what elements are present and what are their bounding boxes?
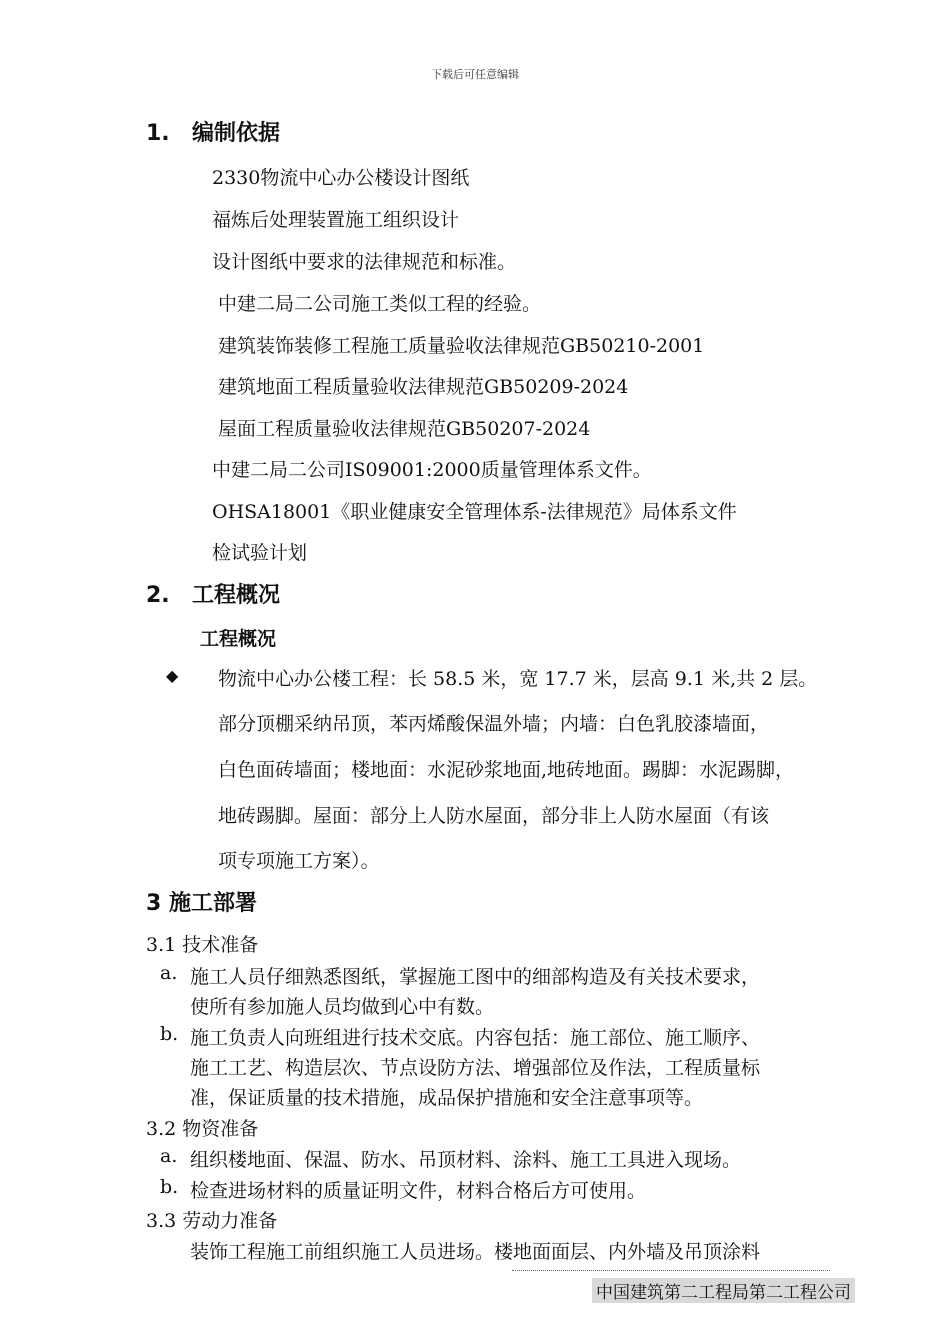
overview-line: 部分顶棚采纳吊顶，苯丙烯酸保温外墙；内墙：白色乳胶漆墙面， [218,713,770,735]
page-header: 下载后可任意编辑 [431,68,519,81]
section-2-subtitle: 工程概况 [200,628,277,650]
list-line: 使所有参加施人员均做到心中有数。 [190,996,495,1018]
diamond-bullet-icon: ◆ [166,666,179,685]
section-1-title: 编制依据 [192,121,281,146]
overview-line: 项专项施工方案）。 [218,850,380,872]
footer-divider [512,1270,830,1271]
basis-item: 屋面工程质量验收法律规范GB50207-2024 [218,418,591,440]
section-1-heading [146,116,280,147]
section-2-heading [146,578,280,609]
overview-line: 地砖踢脚。屋面：部分上人防水屋面，部分非上人防水屋面（有该 [218,805,770,827]
basis-item: 2330物流中心办公楼设计图纸 [212,167,470,189]
section-2-number: 2. [146,583,170,608]
section-1-number: 1. [146,121,170,146]
basis-item: OHSA18001《职业健康安全管理体系-法律规范》局体系文件 [212,501,737,523]
basis-item: 建筑地面工程质量验收法律规范GB50209-2024 [218,376,629,398]
basis-item: 中建二局二公司IS09001:2000质量管理体系文件。 [212,459,652,481]
list-marker: b. [160,1023,179,1045]
list-marker: a. [160,1145,178,1167]
basis-item: 建筑装饰装修工程施工质量验收法律规范GB50210-2001 [218,335,705,357]
list-line: 施工人员仔细熟悉图纸，掌握施工图中的细部构造及有关技术要求， [190,966,761,988]
basis-item: 设计图纸中要求的法律规范和标准。 [212,251,517,273]
subsection-3-1-heading: 3.1 技术准备 [146,934,259,956]
section-3-heading: 3 施工部署 [146,891,257,916]
overview-line: 白色面砖墙面；楼地面：水泥砂浆地面,地砖地面。踢脚：水泥踢脚， [218,759,795,781]
list-marker: b. [160,1176,179,1198]
list-line: 施工工艺、构造层次、节点设防方法、增强部位及作法，工程质量标 [190,1057,761,1079]
paragraph-line: 装饰工程施工前组织施工人员进场。楼地面面层、内外墙及吊顶涂料 [190,1241,761,1263]
list-line: 检查进场材料的质量证明文件，材料合格后方可使用。 [190,1180,647,1202]
subsection-3-2-heading: 3.2 物资准备 [146,1118,259,1140]
basis-item: 福炼后处理装置施工组织设计 [212,209,460,231]
list-line: 组织楼地面、保温、防水、吊顶材料、涂料、施工工具进入现场。 [190,1149,742,1171]
basis-item: 中建二局二公司施工类似工程的经验。 [218,293,542,315]
list-line: 准，保证质量的技术措施，成品保护措施和安全注意事项等。 [190,1087,704,1109]
footer-company: 中国建筑第二工程局第二工程公司 [592,1278,855,1303]
subsection-3-3-heading: 3.3 劳动力准备 [146,1210,278,1232]
list-line: 施工负责人向班组进行技术交底。内容包括：施工部位、施工顺序、 [190,1027,761,1049]
section-2-title: 工程概况 [192,583,281,608]
basis-item: 检试验计划 [212,542,308,564]
overview-line: 物流中心办公楼工程：长 58.5 米，宽 17.7 米，层高 9.1 米,共 2 层。 [218,668,818,690]
list-marker: a. [160,962,178,984]
